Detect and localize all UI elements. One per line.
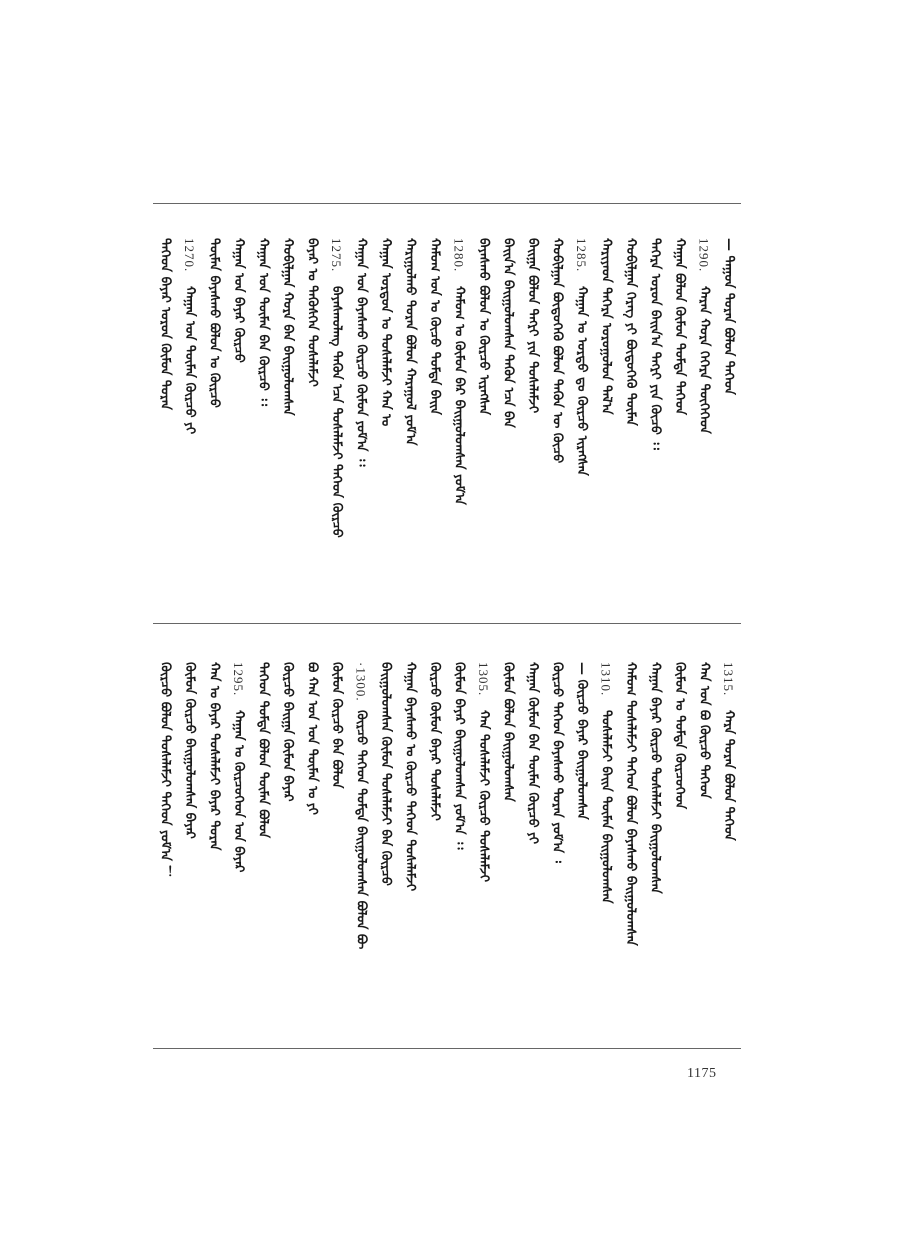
verse-column: [666, 662, 692, 1024]
verse-column: [225, 662, 251, 1024]
verse-column: [250, 662, 276, 1024]
verse-line: ᠬᠦᠷᠴᠦ ᠲᠡᠭᠡᠳ ᠪᠠᠶᠠᠰᠬᠤ ᠳᠤᠷᠠᠨ ᠶᠤᠮ᠎ᠠ ᠄: [549, 662, 565, 863]
verse-column: [250, 238, 276, 610]
top-rule: [153, 203, 741, 204]
verse-column: [617, 662, 643, 1024]
bottom-rule: [153, 1048, 741, 1049]
middle-rule: [153, 623, 741, 624]
verse-column: [666, 238, 692, 610]
verse-column: [225, 238, 251, 610]
verse-line: ᠬᠠᠷᠠ ᠳᠤᠷᠠᠨ ᠪᠣᠯᠤᠨ ᠲᠡᠭᠡᠳ: [721, 710, 736, 841]
verse-column: [299, 238, 325, 610]
verse-column: [348, 238, 374, 610]
verse-line: ᠬᠦᠮᠦᠨ ᠤ ᠳᠤᠮᠳᠠ ᠬᠦᠷᠴᠦᠭᠡᠳ: [672, 662, 687, 810]
verse-column: [372, 662, 398, 1024]
verse-column: [176, 238, 202, 610]
verse-column: [152, 662, 178, 1024]
verse-line: ᠲᠡᠭᠡᠳ ᠳᠤᠮᠳᠠ ᠪᠣᠯᠤᠨ ᠲᠦᠮᠡᠨ ᠪᠣᠯᠤᠨ: [255, 662, 271, 839]
verse-column: [495, 238, 521, 610]
verse-column: [544, 662, 570, 1024]
verse-column: [201, 662, 227, 1024]
verse-line: ᠬᠠᠨ ᠤ ᠪᠠᠶᠠᠷ ᠲᠤᠰᠠᠯᠠᠮᠵᠢ ᠪᠠᠶᠠᠷ ᠳᠤᠷᠠᠨ: [206, 662, 222, 851]
verse-line: ᠳᠡᠭᠡᠷᠡ ᠣᠷᠤᠨ ᠪᠠᠢᠨ᠎ᠠ ᠲᠡᠭᠷᠢ ᠶᠢᠨ ᠬᠦᠴᠦ ᠄᠄: [647, 238, 663, 450]
verse-column: [691, 662, 717, 1024]
verse-line: — ᠳᠠᠭᠤᠨ ᠳᠤᠷᠠᠨ ᠪᠣᠯᠤᠨ ᠲᠡᠭᠡᠳ: [721, 238, 736, 395]
line-number: 1270.: [182, 238, 197, 273]
line-number: 1310.: [598, 662, 614, 697]
verse-line: ᠬᠠᠭᠠᠨ ᠤ ᠣᠷᠳᠤ ᠳᠤ ᠬᠦᠷᠴᠦ ᠢᠷᠡᠭᠰᠡᠨ: [574, 286, 589, 476]
verse-column: [446, 662, 472, 1024]
verse-line: ᠲᠡᠭᠡᠳ ᠪᠠᠶᠠᠷ ᠣᠷᠤᠨ ᠬᠦᠮᠦᠨ ᠳᠤᠷᠠᠨ: [157, 238, 173, 410]
line-number: ·1300.: [353, 662, 369, 702]
verse-line: ᠬᠠᠭᠠᠨ ᠪᠠᠶᠠᠷ ᠬᠦᠷᠴᠦ ᠲᠤᠰᠠᠯᠠᠮᠵᠢ ᠪᠠᠢᠭᠤᠯᠤᠭᠰᠠᠨ: [647, 662, 663, 894]
verse-column: [495, 662, 521, 1024]
line-number: 1295.: [231, 662, 246, 697]
verse-line: ᠬᠤᠪᠢᠯᠭᠠᠨ ᠬᠡᠷᠡᠭ ᠶᠢ ᠪᠦᠲᠦᠭᠡᠬᠦ ᠲᠦᠮᠡᠨ: [623, 238, 638, 426]
verse-line: ᠲᠦᠮᠡᠨ ᠪᠠᠶᠠᠰᠬᠤ ᠪᠣᠯᠤᠨ ᠤ ᠬᠦᠷᠴᠦ: [206, 238, 222, 408]
verse-column: [274, 238, 300, 610]
verse-line: ᠬᠠᠭᠠᠨ ᠤ ᠬᠦᠷᠴᠦᠭᠡᠳ ᠤᠨ ᠪᠠᠶᠠᠷ: [231, 710, 246, 873]
verse-column: [152, 238, 178, 610]
verse-column: [348, 662, 374, 1024]
verse-line: ᠬᠤᠪᠢᠯᠭᠠᠨ ᠪᠦᠲᠦᠭᠡᠬᠦ ᠪᠣᠯᠤᠨ ᠲᠡᠭᠦᠨ ᠦ ᠬᠦᠴᠦ: [549, 238, 565, 464]
verse-column: [421, 662, 447, 1024]
verse-column: [323, 238, 349, 610]
verse-line: ᠪᠠᠢᠭᠠ ᠪᠣᠯᠤᠨ ᠲᠡᠭᠷᠢ ᠶᠢᠨ ᠲᠤᠰᠠᠯᠠᠮᠵᠢ: [525, 238, 540, 414]
verse-line: ᠬᠠᠮᠤᠭ ᠤ ᠬᠦᠮᠦᠨ ᠪᠡᠷ ᠪᠠᠢᠭᠤᠯᠤᠭᠰᠠᠨ ᠶᠤᠮ᠎ᠠ: [451, 286, 467, 505]
line-number: 1280.: [451, 238, 467, 273]
verse-column: [519, 662, 545, 1024]
verse-line: ᠬᠦᠷᠴᠦ ᠪᠠᠢᠭᠠ ᠬᠦᠮᠦᠨ ᠪᠠᠶᠠᠷ: [280, 662, 295, 802]
verse-column: [470, 238, 496, 610]
verse-column: [568, 662, 594, 1024]
line-number: 1315.: [721, 662, 736, 697]
verse-column: [715, 238, 741, 610]
verse-line: ᠬᠠᠭᠠᠨ ᠤᠨ ᠪᠠᠶᠠᠰᠬᠤ ᠬᠦᠷᠴᠦ ᠬᠦᠮᠦᠨ ᠶᠤᠮ᠎ᠠ ᠄᠄: [353, 238, 369, 467]
page-number: 1175: [687, 1066, 717, 1081]
verse-line: ᠬᠠᠭᠠᠨ ᠤᠨ ᠲᠦᠮᠡᠨ ᠬᠦᠷᠴᠦ ᠶᠢ: [182, 286, 197, 435]
verse-line: ᠬᠦᠮᠦᠨ ᠬᠦᠷᠴᠦ ᠪᠠᠨ ᠪᠣᠯᠤᠨ: [329, 662, 344, 789]
verse-line: ᠪᠠᠶᠠᠷ ᠤ ᠲᠡᠭᠦᠰᠬᠡᠨ ᠲᠤᠰᠠᠯᠠᠮᠵᠢ: [304, 238, 320, 387]
verse-line: — ᠬᠦᠷᠴᠦ ᠪᠠᠶᠠᠷ ᠪᠠᠢᠭᠤᠯᠤᠭᠰᠠᠨ: [574, 662, 589, 820]
verse-block-top: [153, 238, 741, 610]
line-number: 1305.: [476, 662, 491, 697]
verse-line: ᠪᠠᠢᠭᠤᠯᠤᠭᠰᠠᠨ ᠬᠦᠮᠦᠨ ᠲᠤᠰᠠᠯᠠᠮᠵᠢ ᠪᠠᠨ ᠬᠦᠷᠴᠦ: [378, 662, 393, 886]
verse-line: ᠬᠠᠮᠤᠭ ᠤᠨ ᠤ ᠬᠦᠴᠦ ᠳᠤᠮᠳᠠ ᠪᠠᠢᠨ: [427, 238, 442, 415]
verse-line: ᠬᠠᠭᠠᠨ ᠬᠦᠮᠦᠨ ᠪᠠᠨ ᠲᠦᠮᠡᠨ ᠬᠦᠷᠴᠦ ᠶᠢ: [525, 662, 540, 845]
verse-line: ᠬᠠᠨ ᠤᠨ ᠪᠣ ᠬᠦᠷᠴᠦ ᠲᠡᠭᠡᠳ: [696, 662, 712, 799]
verse-line: ᠪᠠᠢᠨ᠎ᠠ ᠪᠠᠢᠭᠤᠯᠤᠭᠰᠠᠨ ᠲᠡᠭᠦᠨ ᠡᠴᠡ ᠪᠠᠨ: [500, 238, 516, 428]
verse-block-bottom: [153, 662, 741, 1024]
verse-column: [372, 238, 398, 610]
verse-line: ᠬᠠᠷᠢᠶᠠᠳ ᠳᠡᠭᠡᠷᠡ ᠣᠷᠤᠭᠤᠯᠤᠨ ᠲᠠᠯ᠎ᠠ: [598, 238, 614, 415]
verse-line: ᠬᠠᠭᠠᠨ ᠤᠨ ᠲᠦᠮᠡᠨ ᠪᠠᠨ ᠬᠦᠷᠴᠦ ᠄᠄: [255, 238, 271, 406]
verse-line: ᠬᠠᠭᠠᠨ ᠣᠷᠳᠤᠨ ᠤ ᠲᠤᠰᠠᠯᠠᠮᠵᠢ ᠬᠠᠨ ᠤ: [378, 238, 393, 427]
verse-column: [421, 238, 447, 610]
verse-column: [201, 238, 227, 610]
verse-line: ᠬᠦᠷᠴᠦ ᠪᠣᠯᠤᠨ ᠲᠤᠰᠠᠯᠠᠮᠵᠢ ᠲᠡᠭᠡᠳ ᠶᠤᠮ᠎ᠠ ！: [157, 662, 173, 879]
verse-column: [274, 662, 300, 1024]
verse-column: [519, 238, 545, 610]
verse-line: ᠬᠦᠷᠴᠦ ᠲᠡᠭᠡᠳ ᠳᠤᠮᠳᠠ ᠪᠠᠢᠭᠤᠯᠤᠭᠰᠠᠨ ᠪᠣᠯᠤᠨ ᠪᠦ: [353, 710, 369, 950]
verse-line: ᠬᠠᠨ ᠲᠤᠰᠠᠯᠠᠮᠵᠢ ᠬᠦᠷᠴᠦ ᠲᠤᠰᠠᠯᠠᠮᠵᠢ: [476, 710, 491, 882]
line-number: 1285.: [574, 238, 589, 273]
verse-column: [593, 238, 619, 610]
verse-column: [568, 238, 594, 610]
verse-column: [642, 662, 668, 1024]
verse-line: ᠬᠠᠮᠤᠭ ᠲᠤᠰᠠᠯᠠᠮᠵᠢ ᠲᠡᠭᠡᠳ ᠪᠣᠯᠤᠨ ᠪᠠᠶᠠᠰᠬᠤ ᠪᠠᠢᠭᠤᠯᠤᠭᠰᠠᠨ: [623, 662, 638, 946]
verse-column: [642, 238, 668, 610]
verse-column: [397, 238, 423, 610]
verse-line: ᠬᠦᠮᠦᠨ ᠬᠦᠷᠴᠦ ᠪᠠᠢᠭᠤᠯᠤᠭᠰᠠᠨ ᠪᠠᠶᠠᠷ: [182, 662, 197, 839]
verse-line: ᠬᠦᠷᠴᠦ ᠬᠦᠮᠦᠨ ᠪᠠᠶᠠᠷ ᠲᠤᠰᠠᠯᠠᠮᠵᠢ: [427, 662, 442, 821]
verse-column: [593, 662, 619, 1024]
verse-line: ᠬᠠᠭᠠᠨ ᠤᠨ ᠪᠠᠶᠠᠷ ᠬᠦᠷᠴᠦ: [231, 238, 246, 363]
verse-line: ᠲᠤᠰᠠᠯᠠᠮᠵᠢ ᠪᠠᠢᠨ ᠲᠦᠮᠡᠨ ᠪᠠᠢᠭᠤᠯᠤᠭᠰᠠᠨ: [598, 710, 614, 904]
verse-column: [176, 662, 202, 1024]
verse-line: ᠪᠠᠶᠠᠰᠬᠤᠯᠠᠩ ᠲᠡᠭᠦᠨ ᠡᠴᠡ ᠲᠤᠰᠠᠯᠠᠮᠵᠢ ᠲᠡᠭᠡᠳ ᠬᠦᠷᠴᠦ: [329, 286, 344, 538]
verse-line: ᠬᠦᠮᠦᠨ ᠪᠣᠯᠤᠨ ᠪᠠᠢᠭᠤᠯᠤᠭᠰᠠᠨ: [500, 662, 516, 802]
verse-column: [323, 662, 349, 1024]
verse-column: [617, 238, 643, 610]
verse-column: [715, 662, 741, 1024]
verse-column: [299, 662, 325, 1024]
verse-column: [470, 662, 496, 1024]
verse-line: ᠬᠠᠷᠢᠭᠤᠯᠬᠤ ᠳᠤᠷᠠᠨ ᠪᠣᠯᠤᠨ ᠬᠠᠷᠠᠭᠤᠯ ᠶᠤᠮ᠎ᠠ: [402, 238, 418, 446]
line-number: 1275.: [329, 238, 344, 273]
verse-line: ᠬᠤᠪᠢᠯᠭᠠᠨ ᠬᠤᠷᠠ ᠪᠠᠨ ᠪᠠᠢᠭᠤᠯᠤᠭᠰᠠᠨ: [280, 238, 295, 416]
verse-line: ᠬᠦᠮᠦᠨ ᠪᠠᠶᠠᠷ ᠪᠠᠢᠭᠤᠯᠤᠭᠰᠠᠨ ᠶᠤᠮ᠎ᠠ ᠄᠄: [451, 662, 467, 850]
verse-line: ᠬᠠᠭᠠᠨ ᠪᠠᠶᠠᠰᠬᠤ ᠤ ᠬᠦᠷᠴᠦ ᠲᠡᠭᠡᠳ ᠲᠤᠰᠠᠯᠠᠮᠵᠢ: [402, 662, 418, 892]
line-number: 1290.: [696, 238, 712, 273]
verse-line: ᠪᠠᠶᠠᠰᠬᠤ ᠪᠣᠯᠤᠨ ᠤ ᠬᠦᠷᠴᠦ ᠢᠷᠡᠭᠰᠡᠨ: [476, 238, 491, 416]
verse-line: ᠪᠣ ᠬᠠᠨ ᠤᠨ ᠤᠨ ᠲᠦᠮᠡᠨ ᠤ ᠶᠢ: [304, 662, 320, 815]
verse-line: ᠬᠠᠷᠠᠨ ᠬᠤᠷᠠ ᠬᠡᠭᠡᠷᠡ ᠲᠦᠭᠡᠭᠡᠳ: [696, 286, 712, 434]
verse-column: [691, 238, 717, 610]
verse-column: [446, 238, 472, 610]
verse-line: ᠬᠠᠭᠠᠨ ᠪᠣᠯᠤᠨ ᠬᠦᠮᠦᠨ ᠳᠤᠮᠳᠠ ᠲᠡᠭᠡᠳ: [672, 238, 687, 415]
verse-column: [544, 238, 570, 610]
verse-column: [397, 662, 423, 1024]
